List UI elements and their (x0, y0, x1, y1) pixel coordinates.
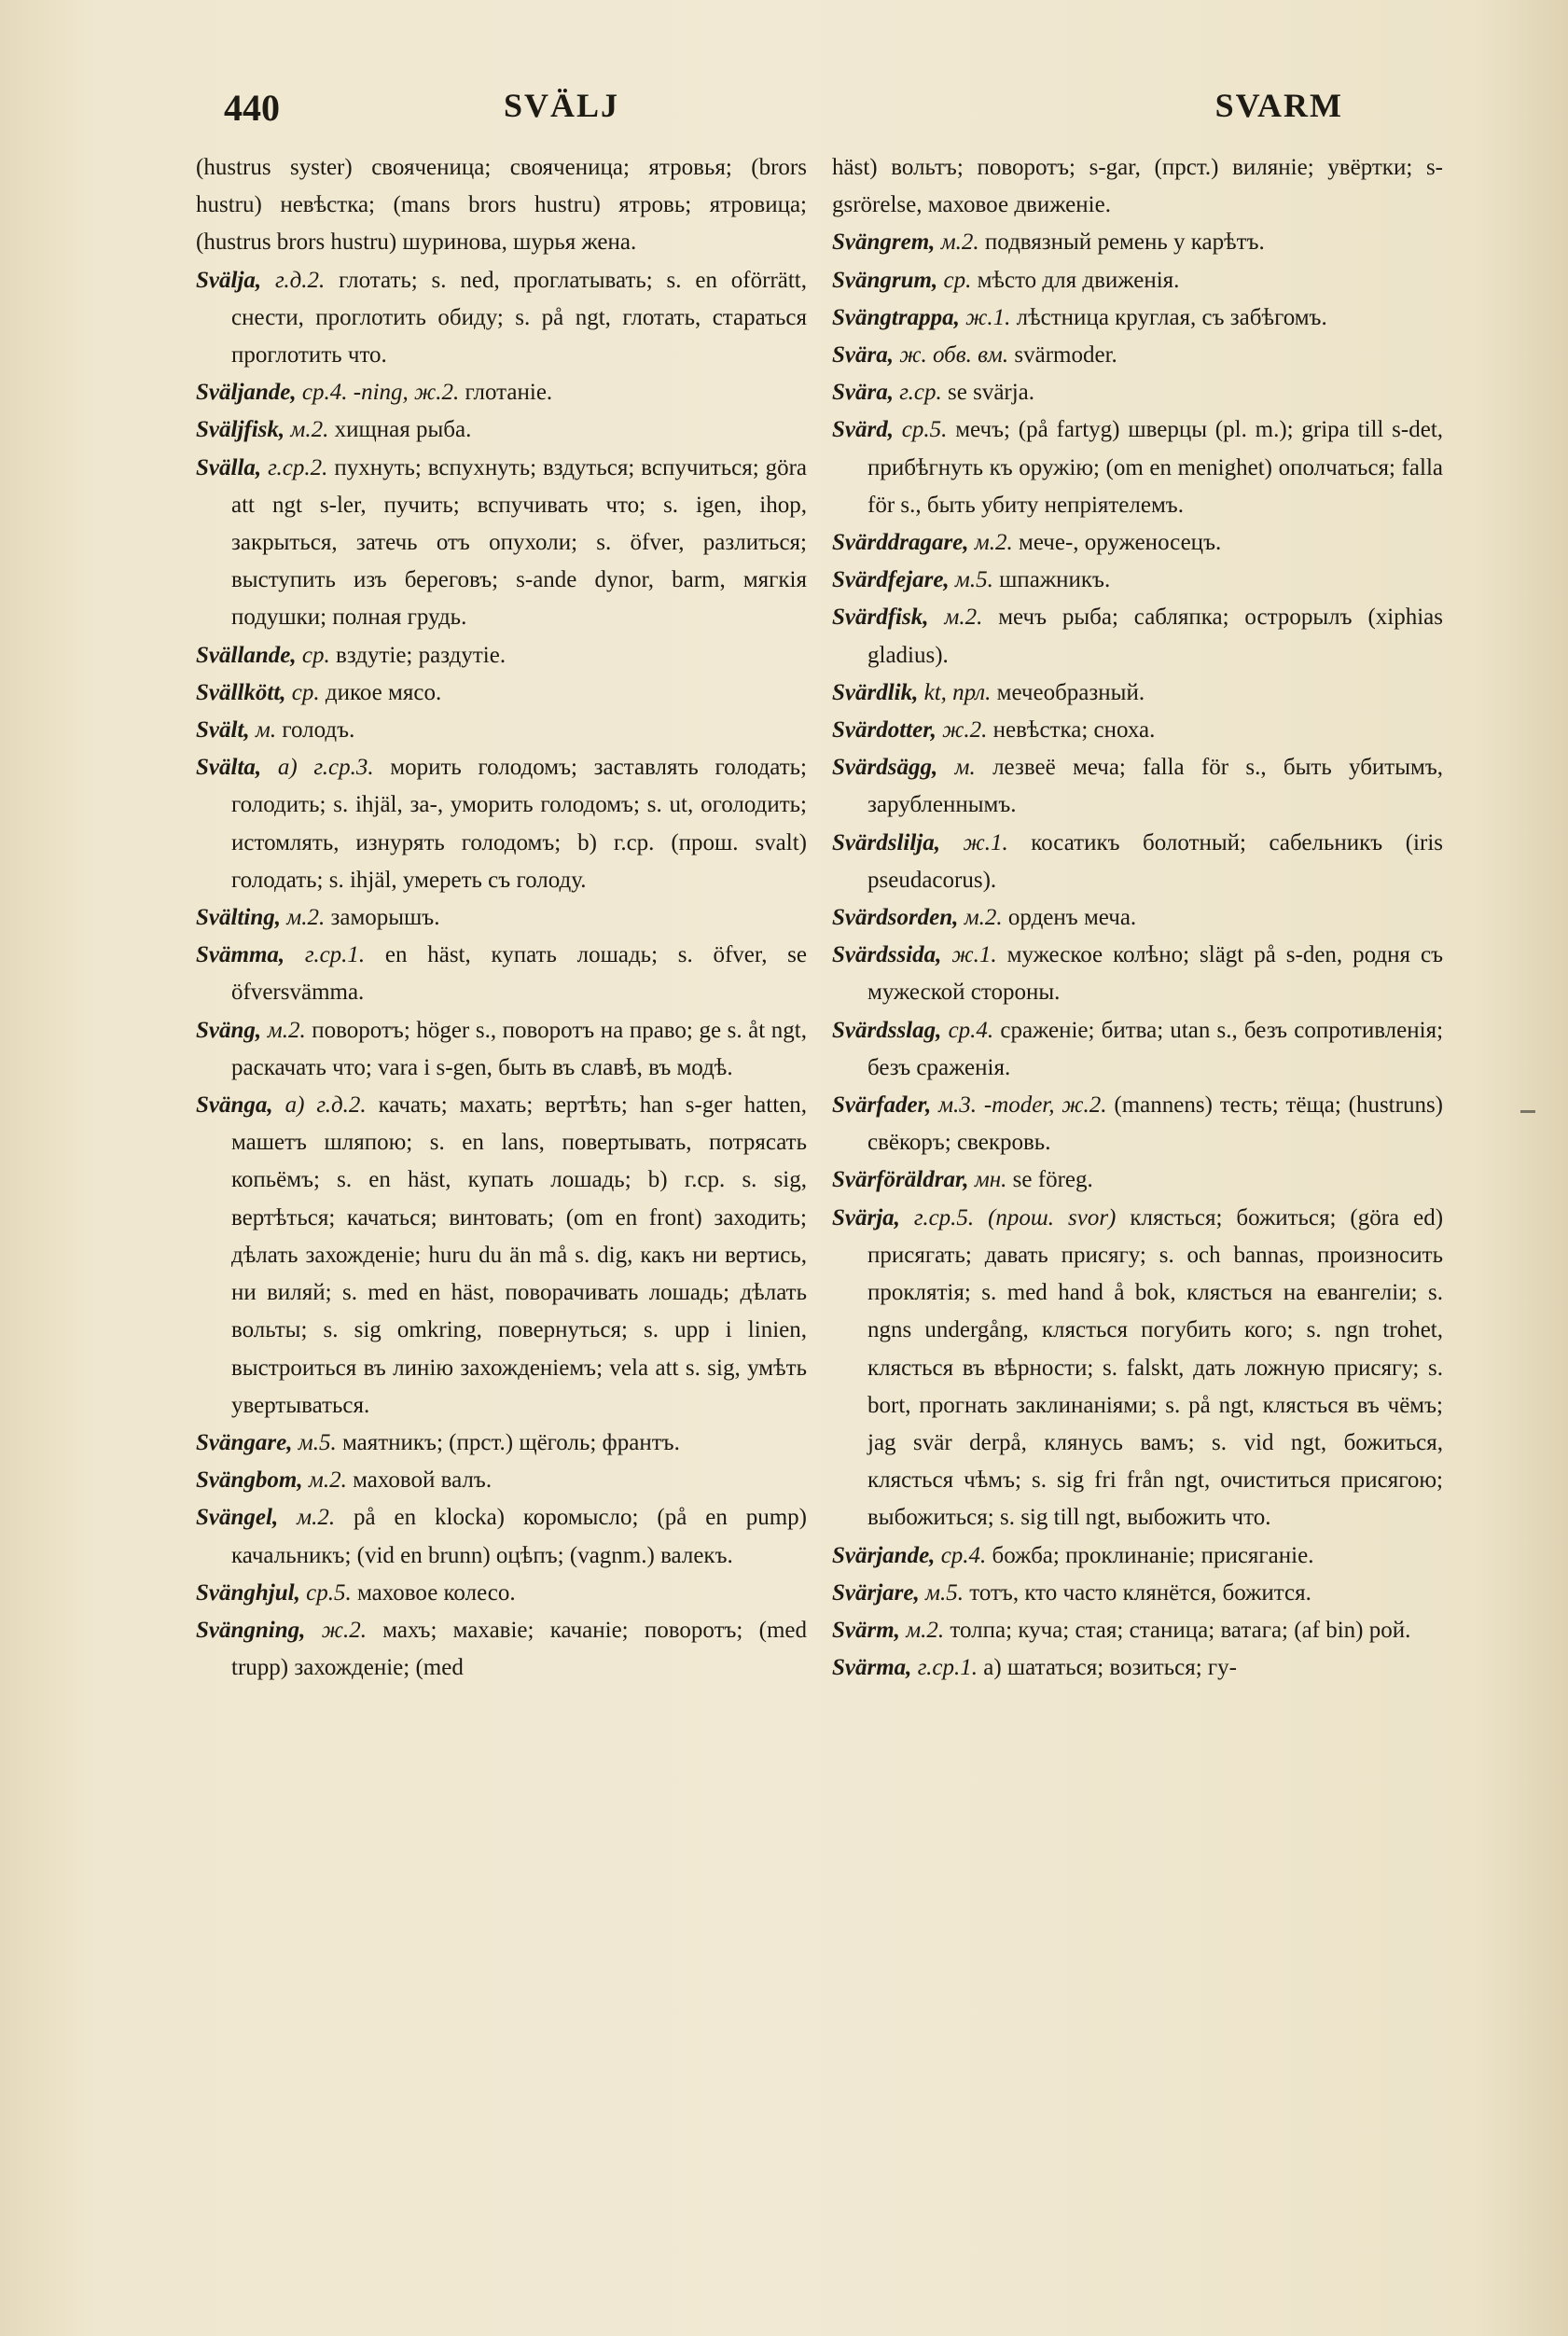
grammar-label: г.ср.5. (прош. svor) (913, 1204, 1117, 1231)
definition: божба; проклинаніе; присяганіе. (992, 1542, 1314, 1568)
headword: Sväljande, (196, 380, 297, 406)
headword: Svällande, (196, 642, 297, 668)
headword: Svärdssida, (832, 942, 942, 968)
grammar-label: a) г.д.2. (284, 1092, 367, 1119)
dictionary-entry (196, 411, 807, 449)
grammar-label: ж. обв. вм. (899, 342, 1009, 368)
definition: мечеобразный. (996, 679, 1145, 705)
grammar-label: м.2. (940, 229, 979, 256)
dictionary-entry (832, 1200, 1443, 1537)
grammar-label: ср.4. (948, 1017, 994, 1043)
dictionary-entry (832, 712, 1443, 749)
grammar-label: г.ср. (899, 380, 942, 406)
definition: заморышъ. (330, 905, 440, 931)
definition: мужеское колѣно; slägt på s-den, родня съ мужеской стороны. (867, 942, 1444, 1006)
dictionary-entry (196, 1012, 807, 1087)
grammar-label: ж.1. (963, 829, 1008, 855)
definition: мѣсто для движенія. (977, 267, 1180, 293)
definition: se föreg. (1012, 1167, 1093, 1193)
headword: Svärfader, (832, 1092, 932, 1119)
headword: Svärdsorden, (832, 905, 959, 931)
grammar-label: м.2. (286, 905, 326, 931)
headword: Svärm, (832, 1617, 900, 1643)
definition: вздутіе; раздутіе. (336, 642, 506, 668)
grammar-label: ж.2. (321, 1617, 367, 1643)
definition: голодъ. (282, 717, 355, 744)
page-header (224, 86, 1343, 142)
definition: på en klocka) коромысло; (på en pump) качальникъ; (vid en brunn) оцѣпъ; (vagnm.) валекъ. (231, 1505, 808, 1568)
headword: Svängel, (196, 1505, 279, 1531)
grammar-label: м.2. (944, 605, 983, 631)
dictionary-entry (832, 1612, 1443, 1649)
grammar-label: ср.5. (901, 417, 948, 443)
definition: сраженіе; битва; utan s., безъ сопротивленія; безъ сраженія. (867, 1017, 1444, 1080)
dictionary-entry (832, 262, 1443, 299)
grammar-label: ср.4. -ning, ж.2. (301, 380, 460, 406)
margin-mark (1520, 1110, 1535, 1113)
left-column (196, 149, 807, 1687)
dictionary-entry (832, 337, 1443, 374)
grammar-label: м. (954, 755, 976, 781)
headword: Svärjare, (832, 1579, 920, 1606)
grammar-label: м.2. (964, 905, 1003, 931)
definition: маховое колесо. (356, 1579, 516, 1606)
guide-word-left: SVÄLJ (504, 87, 620, 124)
definition: лезвеё меча; falla för s., быть убитымъ, зарубленнымъ. (867, 755, 1444, 818)
definition: лѣстница круглая, съ забѣгомъ. (1016, 304, 1327, 330)
dictionary-entry (832, 1161, 1443, 1199)
dictionary-entry (832, 224, 1443, 261)
grammar-label: ж.2. (942, 717, 988, 744)
dictionary-entry (196, 1087, 807, 1425)
grammar-label: ср. (291, 679, 320, 705)
headword: Svält, (196, 717, 250, 744)
grammar-label: м.5. (954, 567, 993, 593)
grammar-label: м.2. (290, 417, 329, 443)
definition: мече-, оруженосецъ. (1019, 530, 1222, 556)
definition: дикое мясо. (325, 679, 442, 705)
definition: хищная рыба. (334, 417, 472, 443)
dictionary-entry (832, 299, 1443, 337)
grammar-label: ср.4. (940, 1542, 987, 1568)
dictionary-entry (832, 1649, 1443, 1687)
definition: häst) вольтъ; поворотъ; s-gar, (прст.) виляніе; увёртки; s-gsrörelse, маховое движеніе. (832, 155, 1443, 218)
dictionary-entry (832, 749, 1443, 824)
dictionary-entry (196, 749, 807, 899)
grammar-label: м.2. (974, 530, 1013, 556)
dictionary-entry (196, 450, 807, 637)
dictionary-entry (832, 1087, 1443, 1161)
grammar-label: м.2. (297, 1505, 336, 1531)
definition: (hustrus syster) свояченица; свояченица; ятровья; (brors hustru) невѣстка; (mans brors hustru) ятровь; ятровица; (hustrus brors hustru) шуринова, шурья жена. (196, 155, 807, 256)
dictionary-entry (196, 637, 807, 674)
dictionary-entry (832, 1537, 1443, 1575)
grammar-label: ср.5. (306, 1579, 352, 1606)
headword: Svänghjul, (196, 1579, 300, 1606)
dictionary-entry (196, 937, 807, 1011)
definition: толпа; куча; стая; станица; ватага; (af bin) рой. (950, 1617, 1411, 1643)
dictionary-entry (832, 149, 1443, 224)
dictionary-entry (832, 599, 1443, 674)
dictionary-entry (832, 374, 1443, 411)
grammar-label: ср. (301, 642, 330, 668)
headword: Svänga, (196, 1092, 273, 1119)
grammar-label: kt, прл. (923, 679, 992, 705)
dictionary-entry (196, 1462, 807, 1499)
definition: пухнуть; вспухнуть; вздуться; вспучиться; göra att ngt s-ler, пучить; вспучивать что; s. igen, ihop, закрыться, затечь отъ опухоли; s. öfver, разлиться; выступить изъ береговъ; s-ande dynor, barm, мягкія подушки; полная грудь. (231, 454, 808, 631)
dictionary-entry (196, 262, 807, 375)
grammar-label: ж.1. (951, 942, 997, 968)
headword: Svärdsägg, (832, 755, 938, 781)
headword: Sväng, (196, 1017, 262, 1043)
headword: Svära, (832, 380, 894, 406)
definition: махъ; махавіе; качаніе; поворотъ; (med trupp) захожденіе; (med (231, 1617, 807, 1681)
definition: маятникъ; (прст.) щёголь; франтъ. (341, 1429, 680, 1455)
headword: Svärjande, (832, 1542, 936, 1568)
headword: Svärdotter, (832, 717, 937, 744)
grammar-label: м. (255, 717, 277, 744)
headword: Sväljfisk, (196, 417, 285, 443)
definition: подвязный ремень у карѣтъ. (984, 229, 1265, 256)
definition: a) шататься; возиться; гу- (983, 1655, 1237, 1681)
dictionary-entry (196, 1612, 807, 1687)
dictionary-entry (196, 1499, 807, 1574)
headword: Svärdfejare, (832, 567, 950, 593)
dictionary-entry (196, 899, 807, 937)
headword: Svärddragare, (832, 530, 969, 556)
definition: шпажникъ. (999, 567, 1111, 593)
grammar-label: a) г.ср.3. (277, 755, 374, 781)
definition: косатикъ болотный; сабельникъ (iris pseudacorus). (867, 829, 1443, 893)
headword: Svängning, (196, 1617, 306, 1643)
dictionary-entry (832, 937, 1443, 1011)
grammar-label: ср. (943, 267, 972, 293)
dictionary-entry (196, 712, 807, 749)
grammar-label: г.ср.2. (268, 454, 328, 480)
dictionary-entry (832, 674, 1443, 712)
grammar-label: м.3. -moder, ж.2. (938, 1092, 1107, 1119)
dictionary-entry (196, 674, 807, 712)
grammar-label: м.5. (925, 1579, 964, 1606)
dictionary-entry (196, 1575, 807, 1612)
headword: Svälla, (196, 454, 262, 480)
definition: мечъ рыба; сабляпка; острорылъ (xiphias gladius). (867, 605, 1443, 668)
definition: se svärja. (948, 380, 1035, 406)
definition: качать; махать; вертѣть; han s-ger hatten, машетъ шляпою; s. en lans, повертывать, потрясать копьёмъ; s. en häst, купать лошадь; b) г.ср. s. sig, вертѣться; качаться; винтовать; (om en front) заходить; дѣлать захожденіе; huru du än må s. dig, какъ ни вертись, ни виляй; s. med en häst, поворачивать лошадь; дѣлать вольты; s. sig omkring, повернуться; s. upp i linien, выстроиться въ линію захожденіемъ; vela att s. sig, умѣть увертываться. (231, 1092, 808, 1418)
grammar-label: м.2. (906, 1617, 945, 1643)
headword: Svärdlik, (832, 679, 919, 705)
grammar-label: мн. (974, 1167, 1007, 1193)
dictionary-entry (196, 374, 807, 411)
definition: поворотъ; höger s., поворотъ на право; ge s. åt ngt, раскачать что; vara i s-gen, быть въ славѣ, въ модѣ. (231, 1017, 807, 1080)
page-number: 440 (224, 87, 280, 129)
headword: Svällkött, (196, 679, 286, 705)
guide-word-right: SVARM (1214, 87, 1343, 124)
definition: мечъ; (på fartyg) шверцы (pl. m.); gripa till s-det, прибѣгнуть къ оружію; (om en menighet) ополчаться; falla för s., быть убиту непріятелемъ. (867, 417, 1444, 518)
grammar-label: г.ср.1. (304, 942, 366, 968)
definition: глотаніе. (465, 380, 553, 406)
headword: Svängrem, (832, 229, 936, 256)
grammar-label: м.2. (308, 1467, 347, 1494)
right-column (832, 149, 1443, 1687)
headword: Svärd, (832, 417, 894, 443)
dictionary-entry (832, 411, 1443, 524)
dictionary-entry (832, 899, 1443, 937)
dictionary-entry (196, 1425, 807, 1462)
definition: en häst, купать лошадь; s. öfver, se öfversvämma. (231, 942, 808, 1006)
grammar-label: м.5. (298, 1429, 337, 1455)
headword: Svängrum, (832, 267, 938, 293)
dictionary-entry (832, 825, 1443, 899)
headword: Svära, (832, 342, 894, 368)
definition: (mannens) тесть; тёща; (hustruns) свёкоръ; свекровь. (867, 1092, 1444, 1156)
headword: Svärma, (832, 1655, 912, 1681)
grammar-label: г.ср.1. (917, 1655, 978, 1681)
headword: Svärdsslag, (832, 1017, 942, 1043)
headword: Svälja, (196, 267, 262, 293)
dictionary-entry (196, 149, 807, 262)
headword: Svärdfisk, (832, 605, 929, 631)
definition: невѣстка; сноха. (992, 717, 1156, 744)
definition: тотъ, кто часто клянётся, божится. (969, 1579, 1311, 1606)
dictionary-entry (832, 1012, 1443, 1087)
headword: Svärdslilja, (832, 829, 940, 855)
headword: Svämma, (196, 942, 285, 968)
definition: маховой валъ. (353, 1467, 493, 1494)
headword: Svälting, (196, 905, 281, 931)
dictionary-entry (832, 1575, 1443, 1612)
headword: Svängbom, (196, 1467, 303, 1494)
definition: морить голодомъ; заставлять голодать; голодить; s. ihjäl, за-, уморить голодомъ; s. ut, оголодить; истомлять, изнурять голодомъ; b) г.ср. (прош. svalt) голодать; s. ihjäl, умереть съ голоду. (231, 755, 807, 893)
grammar-label: г.д.2. (274, 267, 326, 293)
definition: клясться; божиться; (göra ed) присягать; давать присягу; s. och bannas, произносить проклятія; s. med hand å bok, клясться на евангеліи; s. ngns undergång, клясться погубить кого; s. ngn trohet, клясться въ вѣрности; s. falskt, дать ложную присягу; s. bort, прогнать заклинаніями; s. på ngt, клясться въ чёмъ; jag svär derpå, клянусь вамъ; s. vid ngt, божиться, клясться чѣмъ; s. sig fri från ngt, очиститься присягою; выбожиться; s. sig till ngt, выбожить что. (867, 1204, 1444, 1531)
grammar-label: м.2. (267, 1017, 306, 1043)
dictionary-entry (832, 562, 1443, 599)
headword: Svärja, (832, 1204, 900, 1231)
dictionary-entry (832, 524, 1443, 562)
definition: глотать; s. ned, проглатывать; s. en oförrätt, снести, проглотить обиду; s. på ngt, глотать, стараться проглотить что. (231, 267, 808, 368)
definition: svärmoder. (1014, 342, 1117, 368)
definition: орденъ меча. (1007, 905, 1137, 931)
headword: Svärföräldrar, (832, 1167, 969, 1193)
headword: Svängtrappa, (832, 304, 960, 330)
grammar-label: ж.1. (965, 304, 1011, 330)
headword: Svängare, (196, 1429, 293, 1455)
headword: Svälta, (196, 755, 262, 781)
